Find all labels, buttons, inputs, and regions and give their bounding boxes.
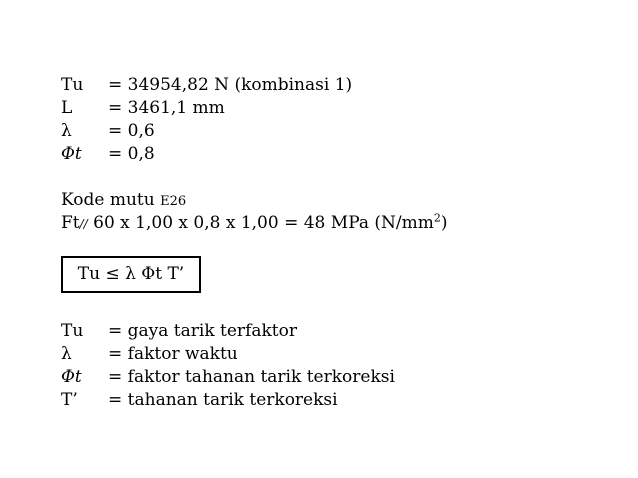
ft-symbol: Ft — [61, 213, 80, 233]
kode-mutu-label: Kode mutu — [61, 190, 161, 210]
kode-mutu-line — [61, 189, 186, 213]
variable-symbol: Φt — [61, 144, 82, 164]
variable-symbol: λ — [61, 121, 72, 141]
definition-symbol: T’ — [61, 390, 78, 410]
variable-value: = 0,6 — [108, 121, 155, 141]
ft-superscript: 2 — [433, 211, 441, 225]
ft-expression: 60 x 1,00 x 0,8 x 1,00 = 48 MPa (N/mm — [87, 213, 434, 233]
definition-value: = tahanan tarik terkoreksi — [108, 390, 338, 410]
definition-symbol: Tu — [61, 321, 84, 341]
ft-subscript: // — [79, 217, 88, 231]
definition-value: = faktor waktu — [108, 344, 238, 364]
variable-value: = 0,8 — [108, 144, 155, 164]
variable-symbol: Tu — [61, 75, 84, 95]
variable-symbol: L — [61, 98, 73, 118]
definition-value: = faktor tahanan tarik terkoreksi — [108, 367, 395, 387]
kode-mutu-grade: E26 — [160, 194, 187, 209]
ft-line — [61, 212, 448, 235]
definition-symbol: Φt — [61, 367, 82, 387]
variable-value: = 3461,1 mm — [108, 98, 225, 118]
formula-box — [61, 256, 201, 293]
definition-value: = gaya tarik terfaktor — [108, 321, 297, 341]
formula-text: Tu ≤ λ Φt T’ — [77, 264, 185, 284]
definition-symbol: λ — [61, 344, 72, 364]
ft-suffix: ) — [440, 213, 448, 233]
variable-value: = 34954,82 N (kombinasi 1) — [108, 75, 353, 95]
